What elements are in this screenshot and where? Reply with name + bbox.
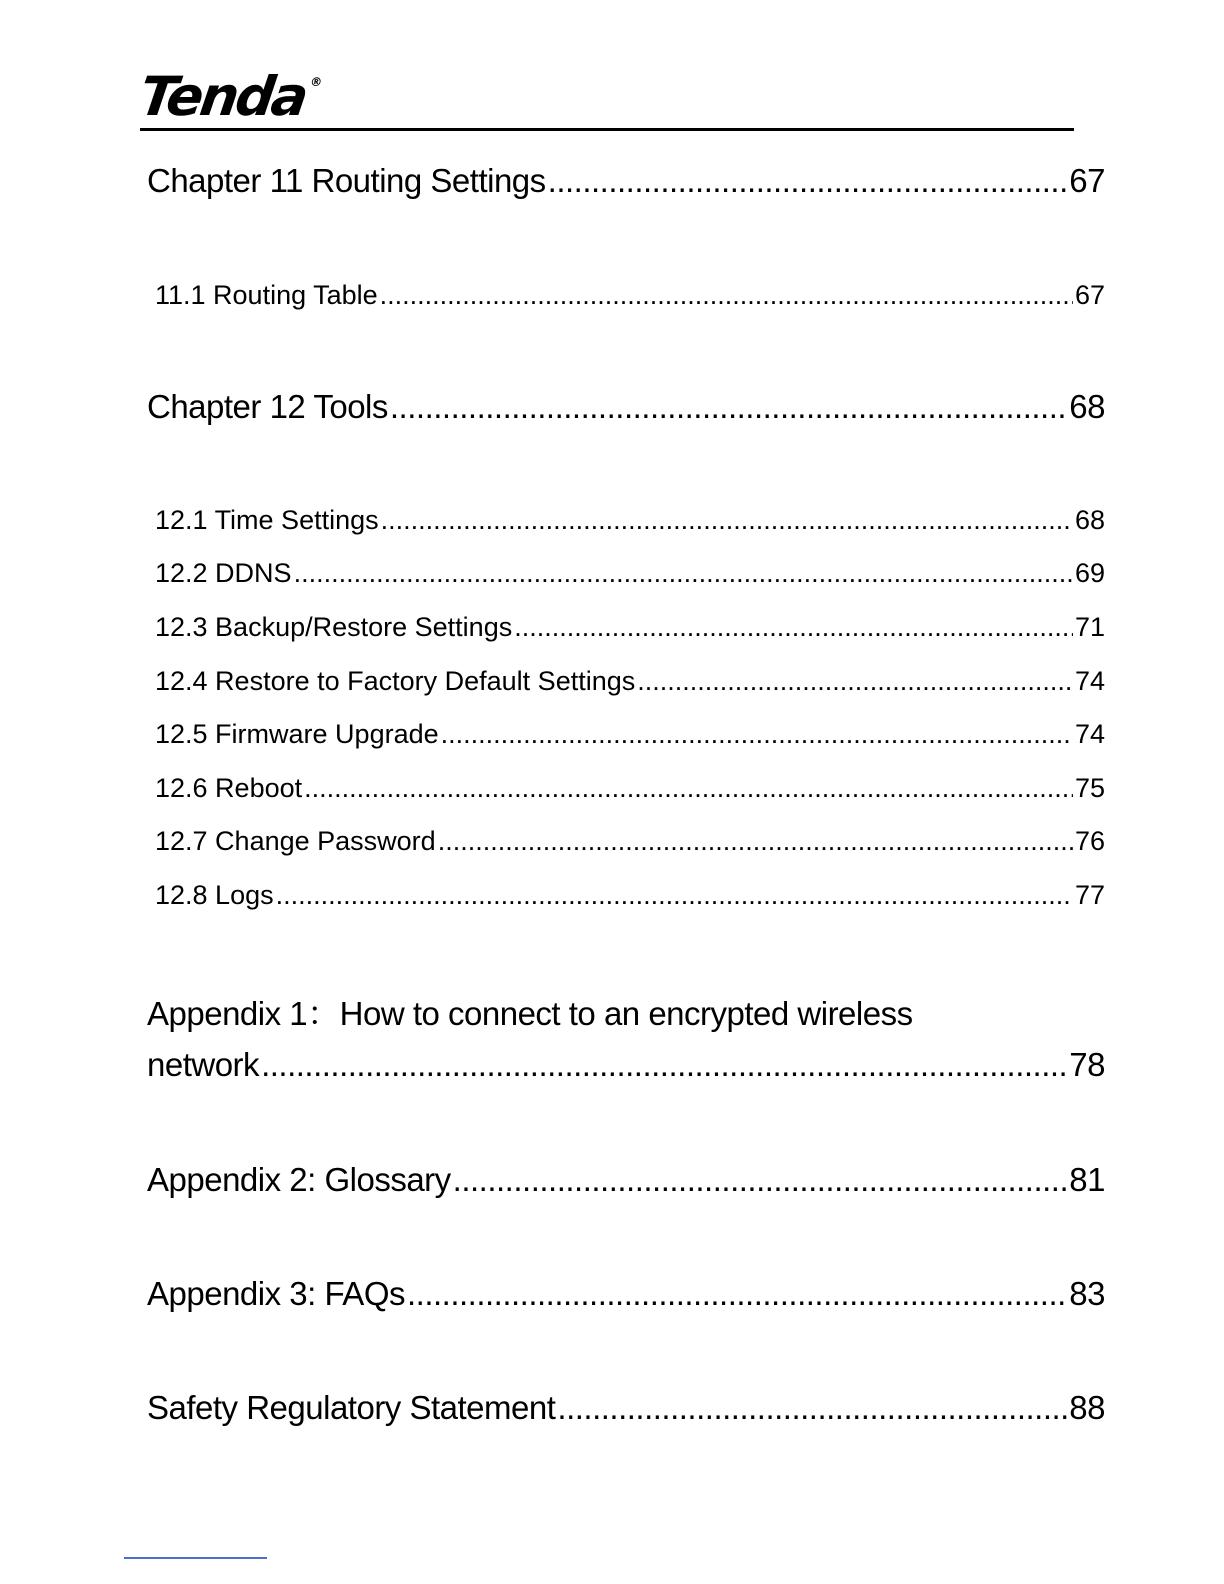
toc-entry-12-2[interactable] <box>155 558 1105 589</box>
toc-page-number: 74 <box>1074 719 1105 749</box>
toc-entry-appendix-1[interactable] <box>147 1046 1105 1084</box>
toc-label: 12.1 Time Settings <box>155 505 379 535</box>
dot-leader <box>294 558 1073 589</box>
dot-leader <box>637 666 1073 697</box>
dot-leader <box>381 505 1073 536</box>
toc-page-number: 88 <box>1069 1389 1105 1426</box>
dot-leader <box>441 719 1073 750</box>
dot-leader <box>304 773 1073 804</box>
toc-entry-12-5[interactable] <box>155 719 1105 750</box>
toc-page-number: 67 <box>1074 280 1105 310</box>
registered-mark: ® <box>309 75 324 89</box>
toc-entry-appendix-1-line1[interactable]: Appendix 1：How to connect to an encrypted wireless <box>147 995 913 1032</box>
toc-entry-chapter-11[interactable] <box>147 162 1105 200</box>
toc-label: 12.7 Change Password <box>155 826 436 856</box>
toc-label: 11.1 Routing Table <box>155 280 378 310</box>
dot-leader <box>407 1275 1067 1313</box>
toc-entry-appendix-3[interactable] <box>147 1275 1105 1313</box>
dot-leader <box>261 1046 1067 1084</box>
toc-entry-11-1[interactable] <box>155 280 1105 311</box>
toc-label: Appendix 2: Glossary <box>147 1161 451 1198</box>
toc-label: Chapter 11 Routing Settings <box>147 162 546 199</box>
toc-entry-12-4[interactable] <box>155 666 1105 697</box>
logo-text: Tenda <box>135 65 310 128</box>
toc-entry-12-7[interactable] <box>155 826 1105 857</box>
toc-label: 12.5 Firmware Upgrade <box>155 719 439 749</box>
header-rule <box>140 128 1074 131</box>
toc-page-number: 83 <box>1069 1275 1105 1312</box>
toc-label: 12.3 Backup/Restore Settings <box>155 612 513 642</box>
dot-leader <box>453 1161 1068 1199</box>
toc-page-number: 81 <box>1069 1161 1105 1198</box>
dot-leader <box>557 1389 1067 1427</box>
dot-leader <box>548 162 1068 200</box>
toc-page-number: 69 <box>1074 558 1105 588</box>
toc-entry-12-3[interactable] <box>155 612 1105 643</box>
toc-page-number: 77 <box>1074 880 1105 910</box>
toc-label: 12.8 Logs <box>155 880 274 910</box>
toc-entry-chapter-12[interactable] <box>147 388 1105 426</box>
dot-leader <box>276 880 1073 911</box>
toc-label: Chapter 12 Tools <box>147 388 388 425</box>
toc-label: network <box>147 1046 260 1083</box>
toc-page-number: 76 <box>1074 826 1105 856</box>
toc-entry-12-1[interactable] <box>155 505 1105 536</box>
toc-entry-12-8[interactable] <box>155 880 1105 911</box>
footer-rule <box>124 1557 267 1559</box>
dot-leader <box>390 388 1067 426</box>
toc-label: Appendix 3: FAQs <box>147 1275 405 1312</box>
dot-leader <box>514 612 1073 643</box>
toc-entry-safety[interactable] <box>147 1389 1105 1427</box>
toc-label: Safety Regulatory Statement <box>147 1389 556 1426</box>
toc-page-number: 68 <box>1069 388 1105 425</box>
toc-entry-appendix-2[interactable] <box>147 1161 1105 1199</box>
dot-leader <box>380 280 1073 311</box>
toc-page-number: 67 <box>1069 162 1105 199</box>
tenda-logo <box>135 65 324 128</box>
dot-leader <box>438 826 1073 857</box>
toc-page-number: 75 <box>1074 773 1105 803</box>
toc-label: 12.2 DDNS <box>155 558 292 588</box>
toc-label: 12.4 Restore to Factory Default Settings <box>155 666 636 696</box>
toc-page-number: 78 <box>1069 1046 1105 1083</box>
toc-page-number: 71 <box>1074 612 1105 642</box>
toc-entry-12-6[interactable] <box>155 773 1105 804</box>
toc-page-number: 74 <box>1074 666 1105 696</box>
toc-label: 12.6 Reboot <box>155 773 303 803</box>
toc-page-number: 68 <box>1074 505 1105 535</box>
